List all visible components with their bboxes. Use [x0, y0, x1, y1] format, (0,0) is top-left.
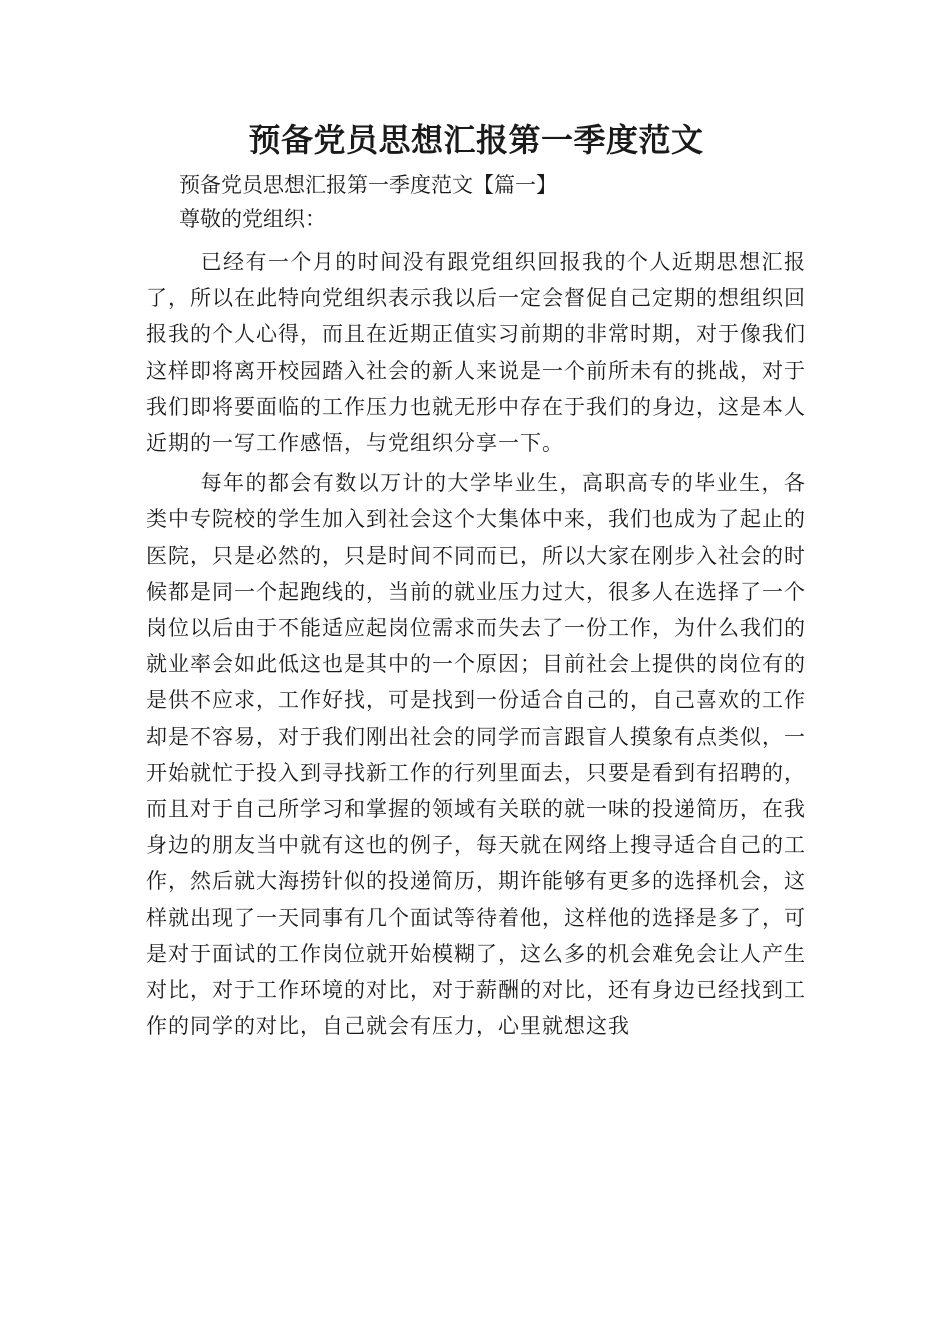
document-page: [146, 118, 806, 1044]
body-paragraph-1: 已经有一个月的时间没有跟党组织回报我的个人近期思想汇报了，所以在此特向党组织表示我以后一定会督促自己定期的想组织回报我的个人心得，而且在近期正值实习前期的非常时期，对于像我们这样即将离开校园踏入社会的新人来说是一个前所未有的挑战，对于我们即将要面临的工作压力也就无形中存在于我们的身边，这是本人近期的一写工作感悟，与党组织分享一下。: [146, 250, 806, 456]
body-paragraph-2: 每年的都会有数以万计的大学毕业生，高职高专的毕业生，各类中专院校的学生加入到社会这个大集体中来，我们也成为了起止的医院，只是必然的，只是时间不同而已，所以大家在刚步入社会的时候都是同一个起跑线的，当前的就业压力过大，很多人在选择了一个岗位以后由于不能适应起岗位需求而失去了一份工作，为什么我们的就业率会如此低这也是其中的一个原因；目前社会上提供的岗位有的是供不应求，工作好找，可是找到一份适合自己的，自己喜欢的工作却是不容易，对于我们刚出社会的同学而言跟盲人摸象有点类似，一开始就忙于投入到寻找新工作的行列里面去，只要是看到有招聘的，而且对于自己所学习和掌握的领域有关联的就一味的投递简历，在我身边的朋友当中就有这也的例子，每天就在网络上搜寻适合自己的工作，然后就大海捞针似的投递简历，期许能够有更多的选择机会，这样就出现了一天同事有几个面试等待着他，这样他的选择是多了，可是对于面试的工作岗位就开始模糊了，这么多的机会难免会让人产生对比，对于工作环境的对比，对于薪酬的对比，还有身边已经找到工作的同学的对比，自己就会有压力，心里就想这我: [146, 471, 806, 1039]
document-subtitle: 预备党员思想汇报第一季度范文【篇一】: [179, 173, 557, 197]
document-title: 预备党员思想汇报第一季度范文: [248, 121, 704, 159]
salutation: 尊敬的党组织：: [179, 207, 326, 231]
